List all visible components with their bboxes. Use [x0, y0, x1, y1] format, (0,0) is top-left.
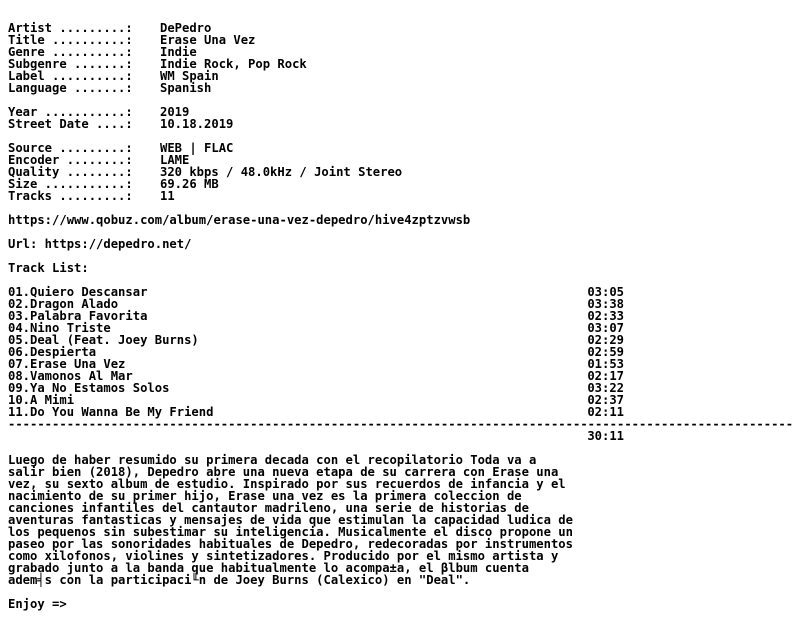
street-date-row — [8, 118, 628, 130]
track-duration: 01:53 — [587, 357, 624, 371]
description-line: adem╡s con la participaci╙n de Joey Burns (Calexico) en "Deal". — [8, 573, 471, 587]
track-duration: 02:29 — [587, 333, 624, 347]
tracks-value: 11 — [160, 189, 175, 203]
size-value: 69.26 MB — [160, 177, 219, 191]
artist-value: DePedro — [160, 21, 212, 35]
quality-value: 320 kbps / 48.0kHz / Joint Stereo — [160, 165, 403, 179]
spacer — [8, 586, 628, 598]
description-line: canciones infantiles del cantautor madrileno, una serie de historias de — [8, 501, 529, 515]
year-value: 2019 — [160, 105, 190, 119]
track-row — [8, 382, 624, 394]
description-line: Luego de haber resumido su primera decada con el recopilatorio Toda va a — [8, 453, 537, 467]
source-value: WEB | FLAC — [160, 141, 234, 155]
track-title: 04.Nino Triste — [8, 321, 111, 335]
quality-key: Quality ........: — [8, 165, 133, 179]
label-key: Label ..........: — [8, 69, 133, 83]
track-list — [8, 286, 628, 418]
encoder-key: Encoder ........: — [8, 153, 133, 167]
genre-value: Indie — [160, 45, 197, 59]
description-line: como xilofonos, violines y sintetizadores. Producido por el mismo artista y — [8, 549, 559, 563]
source-key: Source .........: — [8, 141, 133, 155]
street-date-key: Street Date ....: — [8, 117, 133, 131]
total-time-row — [8, 430, 624, 442]
tracks-row — [8, 190, 628, 202]
description-line: salir bien (2018), Depedro abre una nueva etapa de su carrera con Erase una — [8, 465, 559, 479]
language-row — [8, 82, 628, 94]
track-duration: 02:33 — [587, 309, 624, 323]
divider-rule: ----------------------------------------------------------------------------------------------------------- — [8, 417, 793, 431]
description-line: paseo por las sonoridades habituales de Depedro, redecoradas por instrumentos — [8, 537, 573, 551]
encoder-value: LAME — [160, 153, 190, 167]
size-key: Size ...........: — [8, 177, 133, 191]
description-line: aventuras fantasticas y mensajes de vida que estimulan la capacidad ludica de — [8, 513, 573, 527]
track-title: 05.Deal (Feat. Joey Burns) — [8, 333, 199, 347]
track-title: 07.Erase Una Vez — [8, 357, 126, 371]
track-duration: 03:22 — [587, 381, 624, 395]
title-value: Erase Una Vez — [160, 33, 256, 47]
description-line: nacimiento de su primer hijo, Erase una vez es la primera coleccion de — [8, 489, 522, 503]
track-duration: 03:07 — [587, 321, 624, 335]
qobuz-link: https://www.qobuz.com/album/erase-una-vez-depedro/hive4zptzvwsb — [8, 213, 471, 227]
track-duration: 02:37 — [587, 393, 624, 407]
language-key: Language .......: — [8, 81, 133, 95]
track-duration: 03:05 — [587, 285, 624, 299]
spacer — [8, 250, 628, 262]
street-date-value: 10.18.2019 — [160, 117, 234, 131]
track-title: 02.Dragon Alado — [8, 297, 119, 311]
description-line: vez, su sexto album de estudio. Inspirado por sus recuerdos de infancia y el — [8, 477, 566, 491]
track-title: 11.Do You Wanna Be My Friend — [8, 405, 214, 419]
description-line: los pequenos sin subestimar su inteligencia. Musicalmente el disco propone un — [8, 525, 573, 539]
track-row — [8, 334, 624, 346]
description-line: grabado junto a la banda que habitualmente lo acompa±a, el βlbum cuenta — [8, 561, 529, 575]
track-title: 06.Despierta — [8, 345, 97, 359]
track-duration: 02:11 — [587, 405, 624, 419]
url-line: Url: https://depedro.net/ — [8, 237, 192, 251]
track-duration: 03:38 — [587, 297, 624, 311]
track-duration: 02:59 — [587, 345, 624, 359]
album-description — [8, 454, 628, 586]
track-title: 10.A Mimi — [8, 393, 75, 407]
artist-key: Artist .........: — [8, 21, 133, 35]
subgenre-key: Subgenre .......: — [8, 57, 133, 71]
track-title: 08.Vamonos Al Mar — [8, 369, 133, 383]
tracks-key: Tracks .........: — [8, 189, 133, 203]
enjoy-line: Enjoy => — [8, 597, 67, 611]
title-key: Title ..........: — [8, 33, 133, 47]
subgenre-value: Indie Rock, Pop Rock — [160, 57, 307, 71]
language-value: Spanish — [160, 81, 212, 95]
track-title: 01.Quiero Descansar — [8, 285, 148, 299]
tracklist-heading: Track List: — [8, 261, 89, 275]
label-value: WM Spain — [160, 69, 219, 83]
track-duration: 02:17 — [587, 369, 624, 383]
genre-key: Genre ..........: — [8, 45, 133, 59]
track-title: 09.Ya No Estamos Solos — [8, 381, 170, 395]
total-time: 30:11 — [587, 429, 624, 443]
track-title: 03.Palabra Favorita — [8, 309, 148, 323]
nfo-document — [8, 21, 793, 611]
year-key: Year ...........: — [8, 105, 133, 119]
